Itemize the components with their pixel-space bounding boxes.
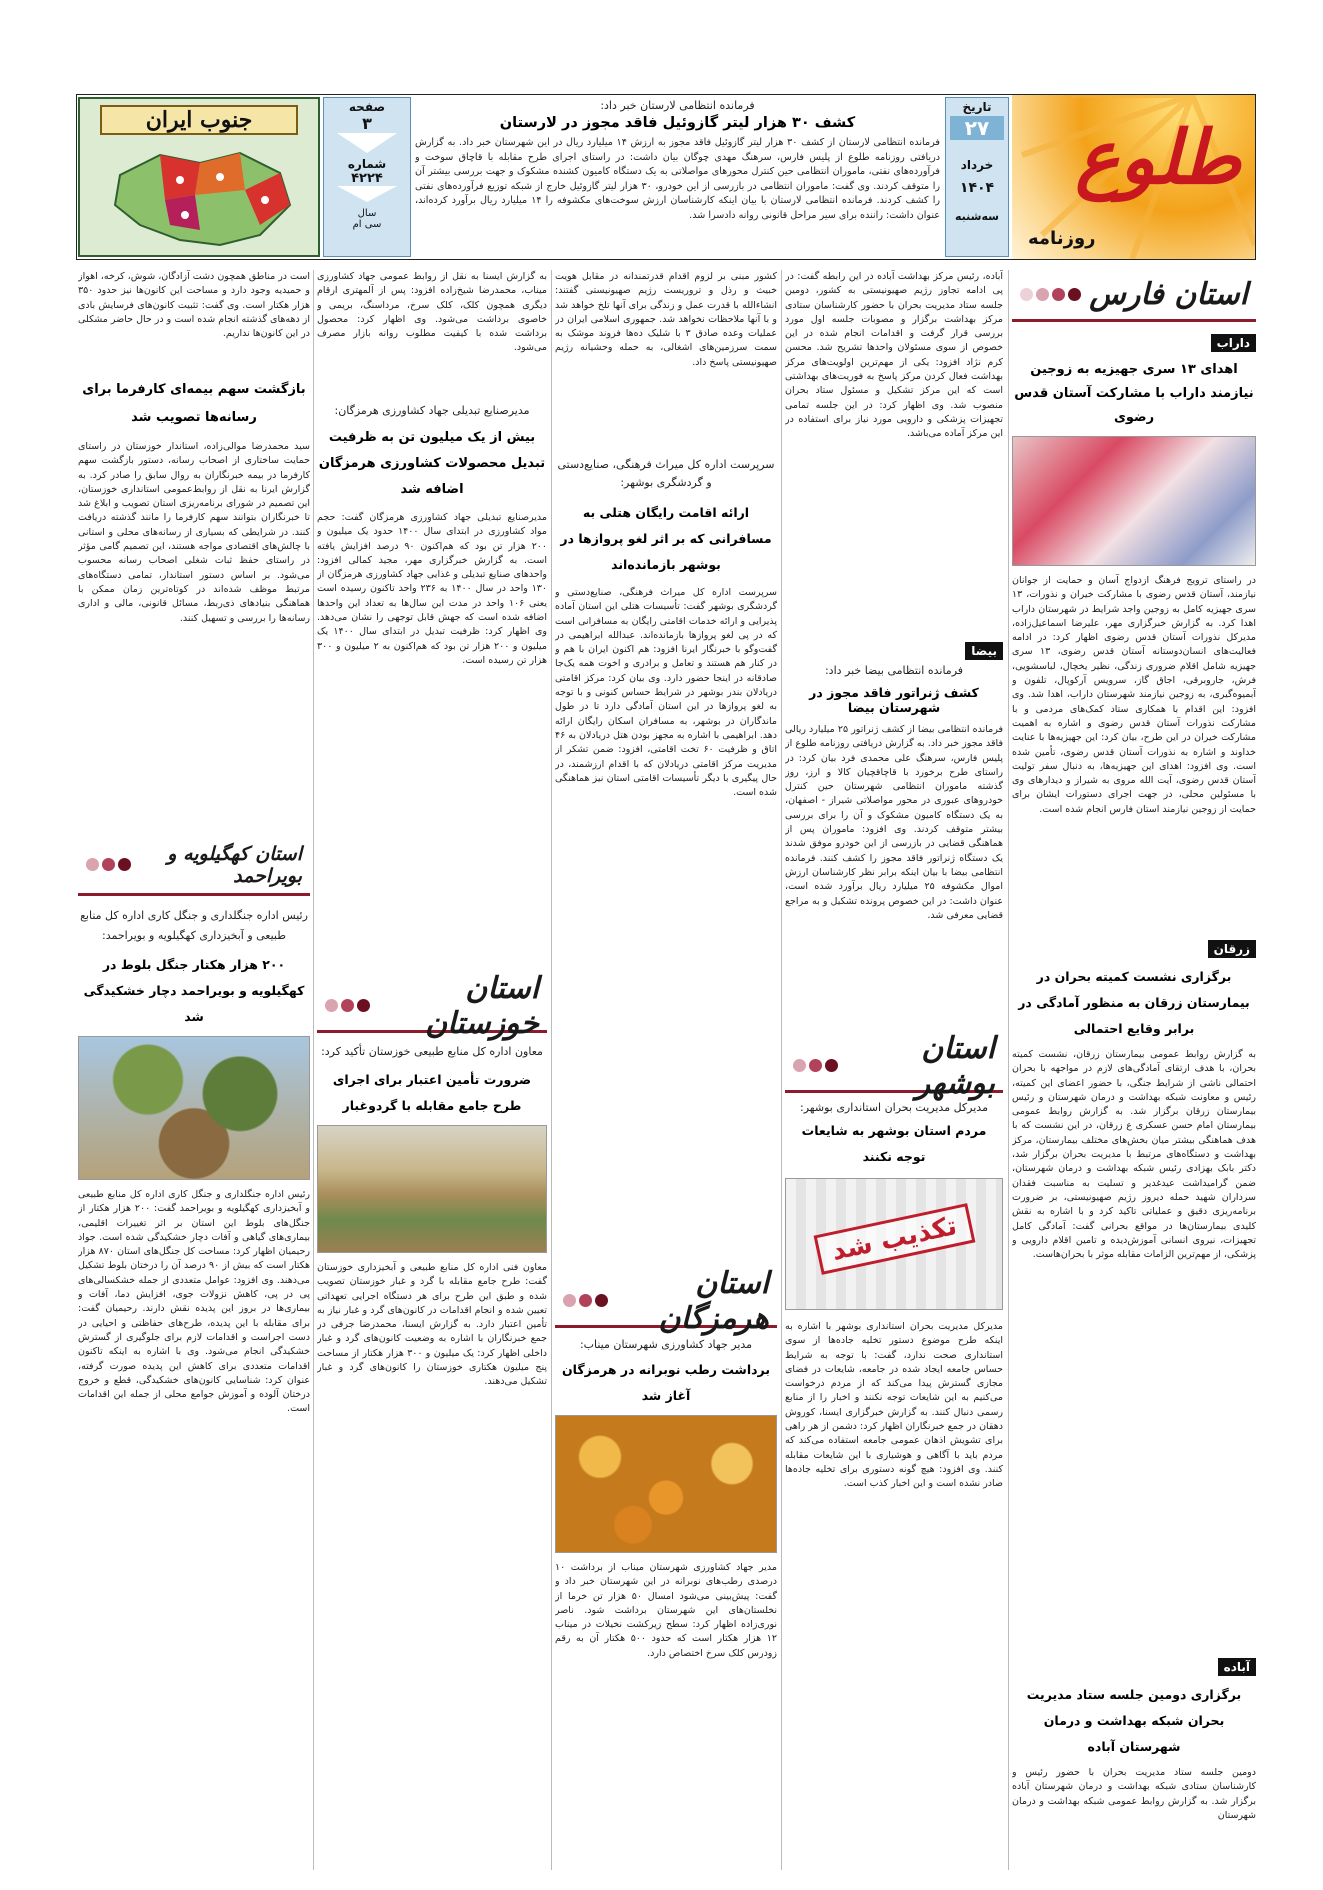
article-kicker: رئیس اداره جنگلداری و جنگل کاری اداره کل منابع طبیعی و آبخیزداری کهگیلویه و بویراحمد:: [80, 909, 308, 942]
article-kicker: معاون اداره کل منابع طبیعی خوزستان تأکید کرد:: [321, 1045, 543, 1058]
decor-dots: [325, 999, 370, 1012]
column-divider: [781, 270, 782, 1870]
article-body: در راستای ترویج فرهنگ ازدواج آسان و حمایت از جوانان نیازمند، آستان قدس رضوی با مشارکت خیران و نذورات، ۱۳ سری جهیزیه کامل به زوجین واجد شرایط در شهرستان داراب اهدا کرد. به گزارش خبرگزاری مهر، علیرضا اسماعیل‌زاده، مدیرکل نذورات آستان قدس رضوی اظهار کرد: در ادامه فعالیت‌های انسان‌دوستانه آستان قدس رضوی، ۱۳ سری جهیزیه شامل اقلام ضروری زندگی، نظیر یخچال، لباسشویی، فرش، جاروبرقی، اجاق گاز، سرویس آرکوپال، تلفون و آبمیوه‌گیری، به زوجین نیازمند شهرستان داراب، اهدا شد. وی افزود: این اقدام با همکاری ستاد کمک‌های مردمی و با مشارکت نذورات آستان قدس رضوی و اشاره به اهمیت مشارکت خیران در این طرح، بیان کرد: این جهیزیه‌ها با عنایت خداوند و اشاره به نذورات آستان قدس رضوی، تأمین شده است. وی افزود: اهدای این جهیزیه‌ها، به دنبال سفر تولیت آستان قدس رضوی، آیت الله مروی به شیراز و دیدارهای وی با مسئولین محلی، در جهت اجرای دستورات ایشان برای حمایت از زوجین نیازمند استان فارس انجام شده است.: [1012, 575, 1256, 815]
photo-dust-land: [317, 1125, 547, 1253]
article-kicker: مدیرصنایع تبدیلی جهاد کشاورزی هرمزگان:: [334, 404, 530, 417]
decor-dots: [1020, 288, 1081, 301]
article-title: بازگشت سهم بیمه‌ای کارفرما برای رسانه‌ها تصویب شد: [82, 382, 306, 425]
decor-dots: [86, 858, 131, 871]
region-map-box: [78, 97, 320, 257]
section-title: استان خوزستان: [425, 970, 539, 1041]
section-header-bushehr: [785, 1030, 1003, 1101]
section-title: استان کهگیلویه و بویراحمد: [167, 842, 302, 887]
year-number: ۱۴۰۴: [959, 180, 995, 196]
article-body: رئیس اداره جنگلداری و جنگل کاری اداره کل منابع طبیعی و آبخیزداری کهگیلویه و بویراحمد گفت: ۲۰۰ هزار هکتار از جنگل‌های بلوط این استان بر اثر تغییرات اقلیمی، بیماری‌های گیاهی و آفات دچار خشکیدگی شده است. جواد رحیمیان اظهار کرد: مساحت کل جنگل‌های استان ۸۷۰ هزار هکتار است که بیش از ۹۰ درصد آن را درختان بلوط تشکیل می‌دهند. وی افزود: عوامل متعددی از جمله خشکسالی‌های پی در پی، کاهش نزولات جوی، افزایش دما، آفات و بیماری‌ها در بروز این پدیده نقش دارند. رحیمیان گفت: برای مقابله با این پدیده، طرح‌های حفاظتی و احیایی در دست اجراست و اقدامات لازم برای جلوگیری از گسترش خشکیدگی انجام می‌شود. وی با اشاره به اینکه تاکنون اقدامات متعددی برای کاهش این پدیده صورت گرفته، عنوان کرد: شناسایی کانون‌های خشکیدگی، قطع و خروج درختان آلوده و آموزش جوامع محلی از جمله این اقدامات است.: [78, 1189, 310, 1415]
decor-dots: [563, 1294, 608, 1307]
stamp-text: تکذیب شد: [814, 1203, 976, 1275]
section-header-hormozgan: [555, 1265, 777, 1336]
photo-denied-stamp: [785, 1178, 1003, 1310]
article-title: ضرورت تأمین اعتبار برای اجرای طرح جامع مقابله با گردوغبار: [332, 1072, 532, 1113]
page-number: ۳: [362, 114, 372, 133]
column-bushehr: [785, 270, 1003, 1870]
decor-dots: [793, 1059, 838, 1072]
article-body: به گزارش روابط عمومی بیمارستان زرقان، نشست کمیته بحران، با هدف ارتقای آمادگی‌های لازم در مواجهه با بحران احتمالی ناشی از شرایط جنگی، با حضور اعضای این کمیته، رئیس و معاونت شبکه بهداشت و درمان شهرستان و رئیس بیمارستان زرقان برگزار شد. به گزارش روابط عمومی بیمارستان امام حسن عسکری ع زرقان، در این نشست که با هدف هماهنگی بیشتر میان بخش‌های مختلف بیمارستان، مرکز بهداشت و دستگاه‌های مرتبط با مدیریت بحران برگزار شد، دکتر بابک بهزادی رئیس شبکه بهداشت و درمان شهرستان، ضمن گرامیداشت عیدغدیر و تسلیت به مناسبت فقدان سرداران شهید حمله دیروز رژیم صهیونیستی، بر ضرورت برنامه‌ریزی دقیق و عملیاتی تاکید کرد و با اشاره به نقش کلیدی بیمارستان‌ها در مواقع بحرانی گفت: آمادگی کامل تجهیزات، نیروی انسانی آموزش‌دیده و تامین اقلام دارویی و پزشکی، از مهم‌ترین الزامات مقابله موثر با بحران‌هاست.: [1012, 1049, 1256, 1261]
column-hormozgan: [555, 270, 777, 1870]
article-body: مدیرکل مدیریت بحران استانداری بوشهر با اشاره به اینکه طرح موضوع دستور تخلیه جاده‌ها از سوی استانداری صحت ندارد، گفت: با توجه به شرایط حساس جامعه ایجاد شده در جامعه، شایعات در فضای مجازی گسترش پیدا می‌کند که از مردم درخواست می‌کنیم به این شایعات توجه نکنند و اخبار را از منابع رسمی دنبال کنند. به گزارش خبرگزاری ایسنا، کوروش دهقان در جمع خبرنگاران اظهار کرد: دشمن از هر راهی برای تشویش اذهان عمومی جامعه استفاده می‌کند که مردم باید با آگاهی و هوشیاری با این شایعات مقابله کنند. وی افزود: هیچ گونه دستوری برای تخلیه جاده‌ها صادر نشده است و این اخبار کذب است.: [785, 1321, 1003, 1490]
issue-number: ۴۲۲۴: [351, 171, 383, 186]
article-body: فرمانده انتظامی بیضا از کشف ژنراتور ۲۵ میلیارد ریالی فاقد مجوز خبر داد. به گزارش دریافتی روزنامه طلوع از پلیس فارس، سرهنگ علی محمدی فرد بیان کرد: در راستای طرح برخورد با قاچاقچیان کالا و ارز، روز گذشته ماموران انتظامی شهرستان حین کنترل خودروهای عبوری در محور مواصلاتی شیراز - اصفهان، به یک دستگاه کامیون مشکوک و آن را برای بررسی بیشتر متوقف کردند. وی افزود: ماموران پس از هماهنگی قضایی در بازرسی از این خودرو موفق شدند یک دستگاه ژنراتور فاقد مجوز را کشف کنند. فرمانده انتظامی بیضا با بیان اینکه برابر نظر کارشناسان ارزش اموال مکشوفه ۲۵ میلیارد ریال برآورد شده است، عنوان داشت: در این خصوص پرونده تشکیل و به مراجع قضایی معرفی شد.: [785, 724, 1003, 921]
photo-wedding-gifts: [1012, 436, 1256, 566]
article-title: برگزاری دومین جلسه ستاد مدیریت بحران شبکه بهداشت و درمان شهرستان آباده: [1026, 1687, 1242, 1754]
top-story: [415, 99, 940, 257]
column-divider: [313, 270, 314, 1870]
chevron-down-icon: [337, 133, 397, 153]
city-logo: بیضا: [965, 642, 1003, 660]
newspaper-logo: [1012, 95, 1255, 259]
article-title: بیش از یک میلیون تن به ظرفیت تبدیل محصولات کشاورزی هرمزگان اضافه شد: [318, 430, 546, 497]
section-header-kohgiluyeh: [78, 836, 310, 896]
date-box: تاریخ ۲۷ خرداد ۱۴۰۴ سه‌شنبه: [945, 97, 1009, 257]
article-title: کشف ژنراتور فاقد مجوز در شهرستان بیضا: [809, 685, 979, 715]
article-title: ارائه اقامت رایگان هتلی به مسافرانی که بر اثر لغو پروازها در بوشهر بازمانده‌اند: [560, 505, 772, 572]
region-map-icon: [80, 145, 318, 255]
page-box: صفحه ۳ شماره ۴۲۲۴ سال سی ام: [323, 97, 411, 257]
article-body: سرپرست اداره کل میراث فرهنگی، صنایع‌دستی و گردشگری بوشهر گفت: تأسیسات هتلی این استان آماده پذیرایی و ارائه خدمات اقامتی رایگان به مسافرانی است که در پی لغو پروازها بازمانده‌اند. عبدالله ابراهیمی در گفت‌وگو با خبرنگار ایرنا افزود: هم اکنون ایران با هم و در کنار هم هستند و تعامل و برادری و اخوت همه یک‌جا صادقانه در اینجا حضور دارد. وی بیان کرد: مرکز اقامتی دریادلان بندر بوشهر در شرایط حساس کنونی و با توجه به لغو پروازها در این استان آمادگی دارد تا در طول ماندگاران در بوشهر، به مسافران اسکان رایگان ارائه دهد. ابراهیمی با اشاره به مجهز بودن هتل دریادلان به ۴۶ اتاق و ظرفیت ۶۰ تخت اقامتی، افزود: ضمن تشکر از مدیریت مرکز اقامتی دریادلان که با اقدام ارزشمند، در حال پیگیری با دیگر تأسیسات اقامتی استان نیز هماهنگی شده است.: [555, 587, 777, 799]
month-name: خرداد: [960, 158, 994, 172]
article-body: آباده، رئیس مرکز بهداشت آباده در این رابطه گفت: در پی ادامه تجاوز رژیم صهیونیستی به کشور، دومین جلسه ستاد مدیریت بحران با حضور کارشناسان ستادی مرکز بهداشت برگزار و مصوبات جلسه اول مورد بررسی قرار گرفت و اقدامات انجام شده در این خصوص از سوی مسئولان واحدها تشریح شد. محسن کرم نژاد افزود: یکی از مهم‌ترین اولویت‌های مرکز بهداشت فعال کردن مرکز پاسخ به فوریت‌های بهداشتی است که این مرکز تشکیل و مسئول ستاد بحران منصوب شد. وی اظهار کرد: در این جلسه تمامی تجهیزات پزشکی و دارویی مورد نیاز برای استفاده در این مرکز آماده می‌باشد.: [785, 271, 1003, 440]
weekday: سه‌شنبه: [955, 210, 999, 223]
article-title: برگزاری نشست کمیته بحران در بیمارستان زرقان به منظور آمادگی در برابر وقایع احتمالی: [1018, 969, 1250, 1036]
article-kicker: مدیر جهاد کشاورزی شهرستان میناب:: [579, 1338, 753, 1351]
newspaper-name: طلوع: [1075, 115, 1241, 201]
column-divider: [551, 270, 552, 1870]
article-body: مدیرصنایع تبدیلی جهاد کشاورزی هرمزگان گفت: حجم مواد کشاورزی در ابتدای سال ۱۴۰۰ حدود یک میلیون و ۲۰۰ هزار تن بود که هم‌اکنون ۹۰ درصد افزایش یافته است. به گزارش خبرگزاری مهر، مجید کمالی افزود: واحدهای صنایع تبدیلی و غذایی جهاد کشاورزی هرمزگان از ۱۳۰ واحد در سال ۱۴۰۰ به ۲۳۶ واحد تاکنون رسیده است یعنی ۱۰۶ واحد در مدت این سال‌ها به تعداد این واحدها اضافه شده است که جهش قابل توجهی را نشان می‌دهد. وی اظهار کرد: ظرفیت تبدیل در ابتدای سال ۱۴۰۰ یک میلیون و ۲۰۰ هزار تن بود که هم‌اکنون به ۲ میلیون و ۳۰۰ هزار تن رسیده است.: [317, 512, 547, 666]
column-fars: [1012, 270, 1256, 1870]
article-kicker: سرپرست اداره کل میراث فرهنگی، صنایع‌دستی و گردشگری بوشهر:: [557, 458, 775, 489]
article-title: اهدای ۱۳ سری جهیزیه به زوجین نیازمند داراب با مشارکت آستان قدس رضوی: [1014, 362, 1254, 425]
section-title: استان هرمزگان: [658, 1265, 769, 1336]
article-title: ۲۰۰ هزار هکتار جنگل بلوط در کهگیلویه و بویراحمد دچار خشکیدگی شد: [83, 957, 305, 1024]
article-body: است در مناطق همچون دشت آزادگان، شوش، کرخه، اهواز و حمیدیه وجود دارد و مساحت این کانون‌ها نیز حدود ۳۵۰ هزار هکتار است. وی گفت: تثبیت کانون‌های فرسایش بادی از دهه‌های گذشته انجام شده است و در حال حاضر مشکلی در این کانون‌ها نداریم.: [78, 271, 310, 340]
section-header-fars: [1012, 270, 1256, 322]
article-body: مدیر جهاد کشاورزی شهرستان میناب از برداشت ۱۰ درصدی رطب‌های نوبرانه در این شهرستان خبر داد و گفت: پیش‌بینی می‌شود امسال ۵۰ هزار تن خرما از نخلستان‌های این شهرستان برداشت شود. ناصر نوری‌زاده اظهار کرد: سطح زیرکشت نخیلات در میناب ۱۲ هزار هکتار است که حدود ۵۰۰ هکتار آن به رقم زودرس کلک سرخ اختصاص دارد.: [555, 1562, 777, 1659]
top-story-kicker: فرمانده انتظامی لارستان خبر داد:: [600, 99, 755, 112]
day-number: ۲۷: [950, 116, 1004, 140]
article-body: کشور مبنی بر لزوم اقدام قدرتمندانه در مقابل هویت خبیث و رذل و تروریست رژیم صهیونیستی گفتند: انشاءالله با قدرت عمل و زندگی برای آنها تلخ خواهد شد و با آنها ملاحظات نخواهد شد. جمهوری اسلامی ایران در عملیات وعده صادق ۳ با شلیک ده‌ها فروند موشک به سمت سرزمین‌های اشغالی، به حمله وحشیانه رژیم صهیونیستی پاسخ داد.: [555, 271, 777, 368]
city-logo: زرقان: [1208, 940, 1256, 958]
article-body: سید محمدرضا موالی‌زاده، استاندار خوزستان در راستای حمایت ساختاری از اصحاب رسانه، دستور بازگشت سهم کارفرما در بیمه خبرنگاران به روال سابق را صادر کرد. به گزارش ایرنا به نقل از روابط‌عمومی استانداری خوزستان، این تصمیم در شورای برنامه‌ریزی استان تصویب و ابلاغ شد تا خبرنگاران بتوانند سهم کارفرما را مانند گذشته دریافت کنند. در شرایطی که بسیاری از رسانه‌های محلی و استانی با چالش‌های اقتصادی مواجه هستند، این تصمیم گامی مؤثر در راستای حفظ ثبات شغلی اصحاب رسانه محسوب می‌شود. بر اساس دستور استاندار، تمامی دستگاه‌های مرتبط موظف شده‌اند در کوتاه‌ترین زمان ممکن با هماهنگی بنیادهای ذی‌ربط، مسائل قانونی، مالی و اداری رسانه‌ها را بررسی و تسهیل کنند.: [78, 441, 310, 624]
newspaper-subtitle: روزنامه: [1028, 228, 1096, 249]
article-kicker: فرمانده انتظامی بیضا خبر داد:: [824, 664, 964, 677]
region-title: جنوب ایران: [100, 105, 298, 135]
column-kohgiluyeh: [78, 270, 310, 1870]
section-title: استان بوشهر: [915, 1030, 995, 1101]
chevron-down-icon: [337, 186, 397, 202]
article-kicker: مدیرکل مدیریت بحران استانداری بوشهر:: [800, 1101, 988, 1114]
top-story-body: فرمانده انتظامی لارستان از کشف ۳۰ هزار لیتر گازوئیل فاقد مجوز به ارزش ۱۴ میلیارد ریال در این شهرستان خبر داد. به گزارش دریافتی روزنامه طلوع از پلیس فارس، سرهنگ مهدی چوگان بیان داشت: در راستای اجرای طرح مقابله با قاچاق سوخت و فرآورده‌های نفتی، ماموران انتظامی حین کنترل محورهای مواصلاتی به یک دستگاه کامیون کشنده مشکوک و جهت بررسی بیشتر آن را متوقف کردند. وی گفت: ماموران انتظامی در بازرسی از این خودرو، ۳۰ هزار لیتر گازوئیل خارج از شبکه توزیع فرآورده‌های نفتی را کشف کردند. فرمانده انتظامی لارستان با بیان اینکه کارشناسان ارزش سوخت‌های مکشوفه را ۱۴ میلیارد ریال برآورد کرده‌اند، عنوان داشت: راننده برای سیر مراحل قانونی روانه دادسرا شد.: [415, 137, 940, 221]
article-body: دومین جلسه ستاد مدیریت بحران با حضور رئیس و کارشناسان ستادی شبکه بهداشت و درمان شهرستان آباده برگزار شد. به گزارش روابط عمومی شبکه بهداشت و درمان شهرستان: [1012, 1767, 1256, 1821]
column-divider: [1008, 270, 1009, 1870]
article-body: معاون فنی اداره کل منابع طبیعی و آبخیزداری خوزستان گفت: طرح جامع مقابله با گرد و غبار خوزستان تصویب شده و طبق این طرح برای هر دستگاه اجرایی تعهداتی تعیین شده و انجام اقدامات در کانون‌های گرد و غبار نیاز به تأمین اعتبار دارد. به گزارش ایسنا، محمدرضا جرفی در جمع خبرنگاران با اشاره به وضعیت کانون‌های گرد و غبار داخلی اظهار کرد: یک میلیون و ۳۰۰ هزار هکتار از مساحت پنج میلیون هکتاری خوزستان را کانون‌های گرد و غبار تشکیل می‌دهند.: [317, 1262, 547, 1388]
photo-oak-forest: [78, 1036, 310, 1180]
section-header-khuzestan: [317, 970, 547, 1041]
column-khuzestan: [317, 270, 547, 1870]
article-body: به گزارش ایسنا به نقل از روابط عمومی جهاد کشاورزی میناب، محمدرضا شیخ‌زاده افزود: پس از آلمهتری ارقام دیگری همچون کلک، کلک سرخ، مرداسنگ، بریمی و خاصوی برداشت می‌شود. وی اظهار کرد: محصول برداشت شده با کیفیت مطلوب روانه بازار مصرف می‌شود.: [317, 271, 547, 354]
city-logo: آباده: [1218, 1658, 1256, 1676]
section-title: استان فارس: [1089, 277, 1248, 312]
article-title: برداشت رطب نوبرانه در هرمزگان آغاز شد: [561, 1362, 771, 1403]
photo-dates: [555, 1415, 777, 1553]
city-logo: داراب: [1211, 334, 1256, 352]
article-title: مردم استان بوشهر به شایعات توجه نکنند: [801, 1123, 987, 1164]
top-story-headline: کشف ۳۰ هزار لیتر گازوئیل فاقد مجوز در لارستان: [499, 115, 856, 131]
